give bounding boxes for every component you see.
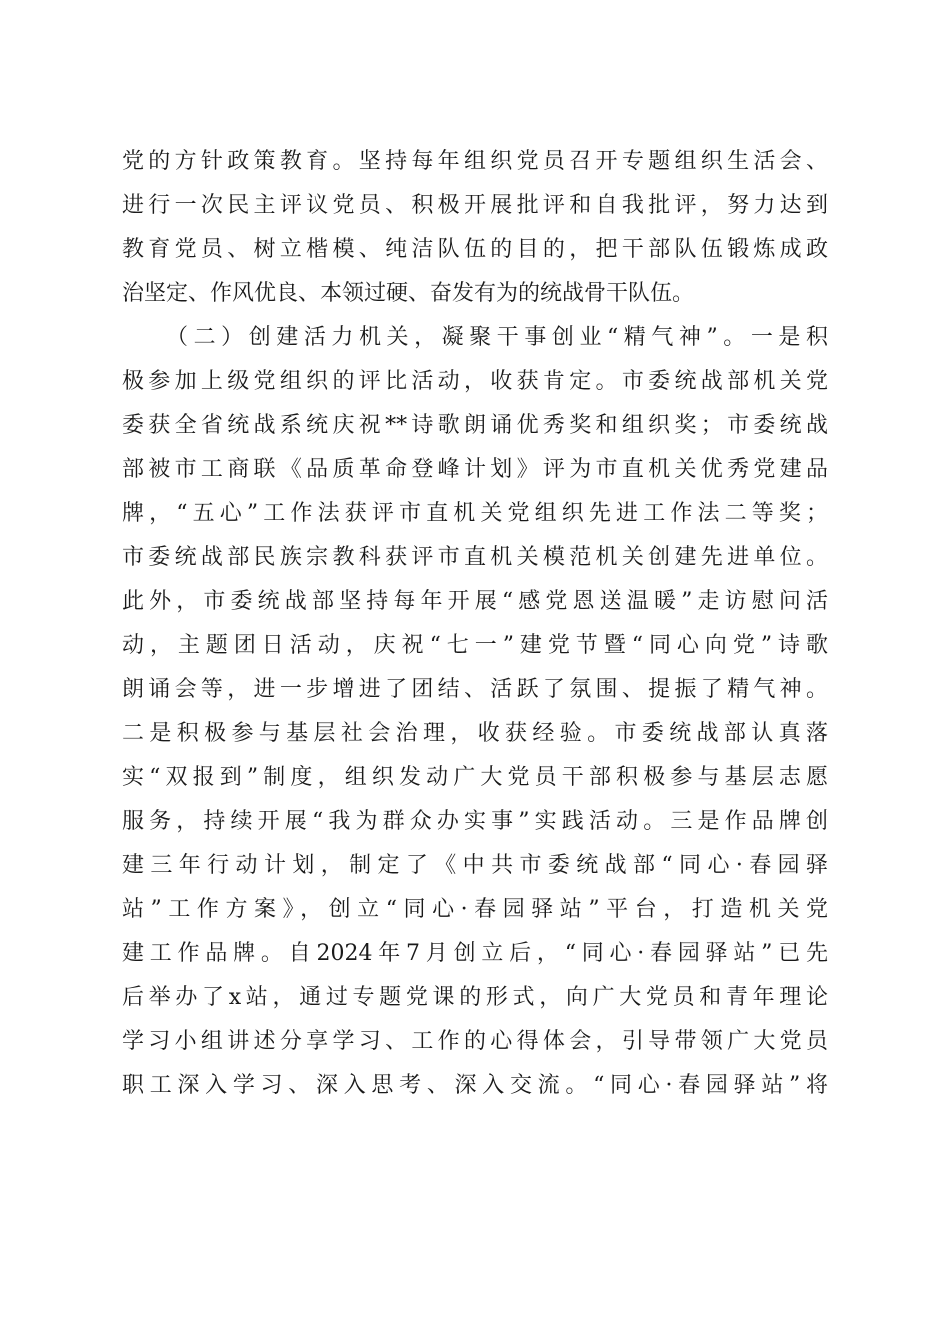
text-line: 后举办了x站，通过专题党课的形式，向广大党员和青年理论 — [122, 985, 828, 1010]
text-line: 治坚定、作风优良、本领过硬、奋发有为的统战骨干队伍。 — [122, 281, 695, 306]
text-line: 职工深入学习、深入思考、深入交流。“同心·春园驿站”将 — [122, 1073, 828, 1098]
text-line: 二是积极参与基层社会治理，收获经验。市委统战部认真落 — [122, 721, 828, 746]
text-line: 服务，持续开展“我为群众办实事”实践活动。三是作品牌创 — [122, 809, 828, 834]
section-heading-line: （二）创建活力机关，凝聚干事创业“精气神”。一是积 — [166, 325, 828, 350]
text-line: 党的方针政策教育。坚持每年组织党员召开专题组织生活会、 — [122, 149, 828, 174]
text-line: 朗诵会等，进一步增进了团结、活跃了氛围、提振了精气神。 — [122, 677, 828, 702]
text-line: 学习小组讲述分享学习、工作的心得体会，引导带领广大党员 — [122, 1029, 828, 1054]
text-line: 建三年行动计划，制定了《中共市委统战部“同心·春园驿 — [122, 853, 828, 878]
text-line: 部被市工商联《品质革命登峰计划》评为市直机关优秀党建品 — [122, 457, 828, 482]
text-line: 教育党员、树立楷模、纯洁队伍的目的，把干部队伍锻炼成政 — [122, 237, 828, 262]
text-line: 动，主题团日活动，庆祝“七一”建党节暨“同心向党”诗歌 — [122, 633, 828, 658]
text-line: 实“双报到”制度，组织发动广大党员干部积极参与基层志愿 — [122, 765, 828, 790]
text-line: 站”工作方案》，创立“同心·春园驿站”平台，打造机关党 — [122, 897, 828, 922]
body-text — [122, 140, 828, 1108]
text-line: 市委统战部民族宗教科获评市直机关模范机关创建先进单位。 — [122, 545, 828, 570]
text-line: 牌，“五心”工作法获评市直机关党组织先进工作法二等奖； — [122, 501, 828, 526]
text-line: 此外，市委统战部坚持每年开展“感党恩送温暖”走访慰问活 — [122, 589, 828, 614]
text-line: 委获全省统战系统庆祝**诗歌朗诵优秀奖和组织奖；市委统战 — [122, 413, 828, 438]
text-line: 极参加上级党组织的评比活动，收获肯定。市委统战部机关党 — [122, 369, 828, 394]
text-line: 建工作品牌。自2024年7月创立后，“同心·春园驿站”已先 — [122, 941, 828, 966]
text-line: 进行一次民主评议党员、积极开展批评和自我批评，努力达到 — [122, 193, 828, 218]
